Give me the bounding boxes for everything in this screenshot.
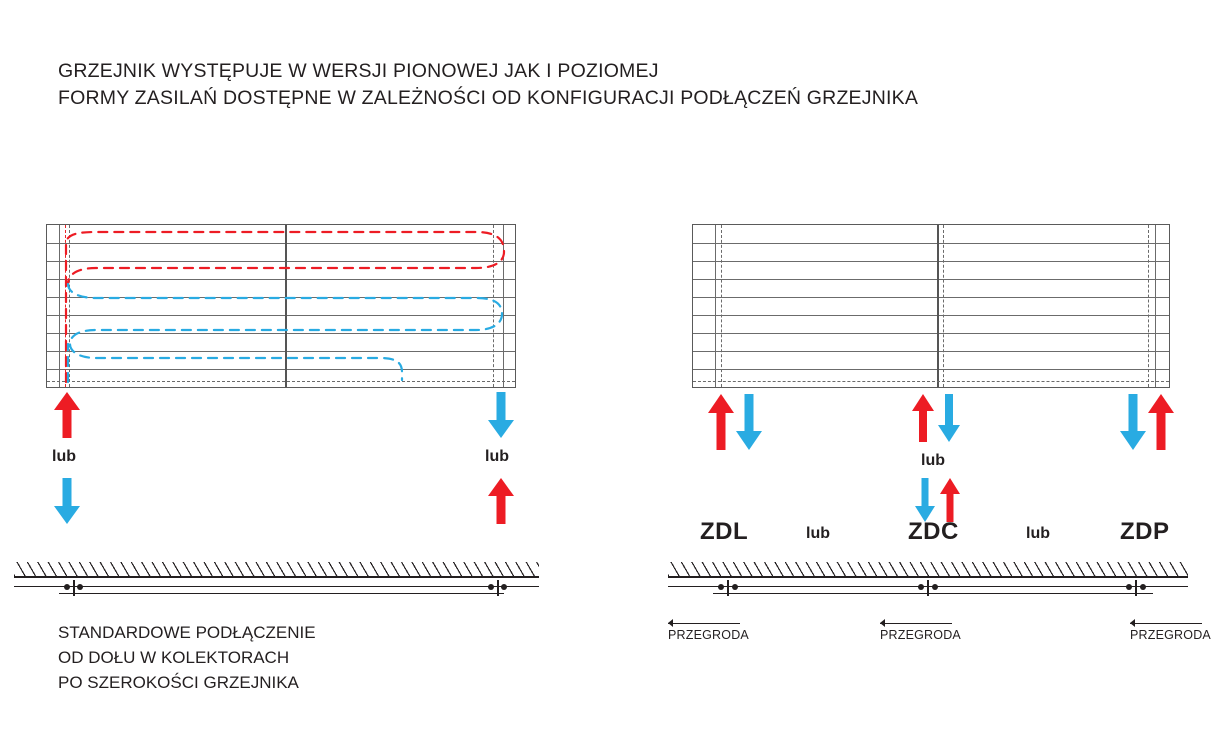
left-collector-dash (721, 225, 722, 387)
valve-icon (916, 580, 944, 598)
left-radiator-body (46, 224, 516, 388)
left-floor-assembly (14, 562, 539, 606)
bottom-dash (47, 381, 515, 382)
arrow-up-icon (912, 394, 934, 411)
valve-dot (918, 584, 924, 590)
valve-dot (77, 584, 83, 590)
arrow-up-icon (1148, 394, 1174, 413)
zdc-lub-label: lub (921, 452, 945, 469)
center-collector-dash (943, 225, 944, 387)
arrow-shaft (945, 394, 953, 426)
arrow-down-icon (1120, 431, 1146, 450)
right-collector-dash (493, 225, 494, 387)
slat (47, 261, 515, 262)
valve-dot (1126, 584, 1132, 590)
slat (47, 279, 515, 280)
slat (693, 369, 1169, 370)
zdl-return-arrow-down (736, 394, 762, 450)
valve-bar (727, 580, 729, 596)
arrow-up-icon (940, 478, 960, 494)
partition-text: PRZEGRODA (880, 628, 961, 642)
supply-riser-dash (65, 225, 66, 387)
zdc-return-arrow-down (938, 394, 960, 442)
arrow-down-icon (938, 425, 960, 442)
left-caption (58, 620, 316, 695)
arrow-shaft (497, 495, 506, 524)
title-line-1: GRZEJNIK WYSTĘPUJE W WERSJI PIONOWEJ JAK I POZIOMEJ (58, 60, 659, 82)
center-collector-line (937, 225, 939, 387)
arrow-up-icon (488, 478, 514, 496)
partition-text: PRZEGRODA (668, 628, 749, 642)
slat (693, 351, 1169, 352)
floor-hatch-icon (14, 562, 539, 578)
floor-pipe-2 (59, 593, 504, 594)
code-zdc: ZDC (908, 518, 959, 545)
valve-bar (73, 580, 75, 596)
right-collector-dash (1148, 225, 1149, 387)
slat (693, 315, 1169, 316)
arrow-up-icon (708, 394, 734, 413)
page-title (58, 58, 918, 112)
valve-bar (927, 580, 929, 596)
partition-leader-line (880, 623, 952, 624)
slat (693, 243, 1169, 244)
partition-label-center (880, 628, 961, 642)
left-caption-line-2: OD DOŁU W KOLEKTORACH (58, 648, 290, 667)
arrow-shaft (717, 412, 726, 450)
partition-label-left (668, 628, 749, 642)
partition-arrow-icon (668, 619, 673, 627)
arrow-down-icon (736, 431, 762, 450)
left-lub-label-2: lub (485, 448, 509, 465)
arrow-shaft (63, 409, 72, 438)
arrow-up-icon (54, 392, 80, 410)
supply-arrow-up-right (488, 478, 514, 524)
valve-icon (716, 580, 744, 598)
arrow-shaft (1157, 412, 1166, 450)
valve-bar (1135, 580, 1137, 596)
partition-arrow-icon (880, 619, 885, 627)
zdp-return-arrow-down (1120, 394, 1146, 450)
title-line-2: FORMY ZASILAŃ DOSTĘPNE W ZALEŻNOŚCI OD KONFIGURACJI PODŁĄCZEŃ GRZEJNIKA (58, 87, 919, 109)
zdc-supply-arrow-up (912, 394, 934, 442)
left-collector-line (715, 225, 716, 387)
arrow-shaft (922, 478, 929, 507)
code-zdp: ZDP (1120, 518, 1170, 545)
arrow-down-icon (54, 506, 80, 524)
separator-lub-1: lub (806, 525, 830, 542)
slat (47, 351, 515, 352)
valve-icon (1124, 580, 1152, 598)
valve-dot (718, 584, 724, 590)
left-caption-line-3: PO SZEROKOŚCI GRZEJNIKA (58, 673, 299, 692)
zdl-supply-arrow-up (708, 394, 734, 450)
valve-dot (1140, 584, 1146, 590)
separator-lub-2: lub (1026, 525, 1050, 542)
right-collector-line (503, 225, 504, 387)
partition-label-right (1130, 628, 1211, 642)
supply-arrow-up-left (54, 392, 80, 438)
valve-dot (732, 584, 738, 590)
return-arrow-down-left (54, 478, 80, 524)
center-collector-line (285, 225, 287, 387)
slat (693, 261, 1169, 262)
partition-arrow-icon (1130, 619, 1135, 627)
arrow-shaft (63, 478, 72, 507)
partition-text: PRZEGRODA (1130, 628, 1211, 642)
floor-pipe (14, 586, 539, 587)
zdc-supply-arrow-up-alt (940, 478, 960, 522)
left-lub-label-1: lub (52, 448, 76, 465)
slat (47, 297, 515, 298)
left-collector-dash (69, 225, 70, 387)
arrow-down-icon (488, 420, 514, 438)
slat (47, 243, 515, 244)
slat (693, 297, 1169, 298)
zdp-supply-arrow-up (1148, 394, 1174, 450)
arrow-shaft (919, 410, 927, 442)
valve-dot (488, 584, 494, 590)
arrow-shaft (745, 394, 754, 432)
left-caption-line-1: STANDARDOWE PODŁĄCZENIE (58, 623, 316, 642)
right-radiator-body (692, 224, 1170, 388)
slat (693, 333, 1169, 334)
floor-hatch-icon (668, 562, 1188, 578)
bottom-dash (693, 381, 1169, 382)
right-floor-assembly (668, 562, 1188, 606)
left-collector-line (59, 225, 60, 387)
right-collector-line (1155, 225, 1156, 387)
slat (47, 333, 515, 334)
valve-icon (486, 580, 512, 598)
valve-dot (932, 584, 938, 590)
return-arrow-down-right (488, 392, 514, 438)
arrow-shaft (1129, 394, 1138, 432)
partition-leader-line (668, 623, 740, 624)
valve-dot (64, 584, 70, 590)
zdc-return-arrow-down-alt (915, 478, 935, 522)
slat (47, 369, 515, 370)
valve-bar (497, 580, 499, 596)
valve-icon (62, 580, 88, 598)
slat (47, 315, 515, 316)
valve-dot (501, 584, 507, 590)
arrow-shaft (497, 392, 506, 421)
code-zdl: ZDL (700, 518, 749, 545)
partition-leader-line (1130, 623, 1202, 624)
slat (693, 279, 1169, 280)
